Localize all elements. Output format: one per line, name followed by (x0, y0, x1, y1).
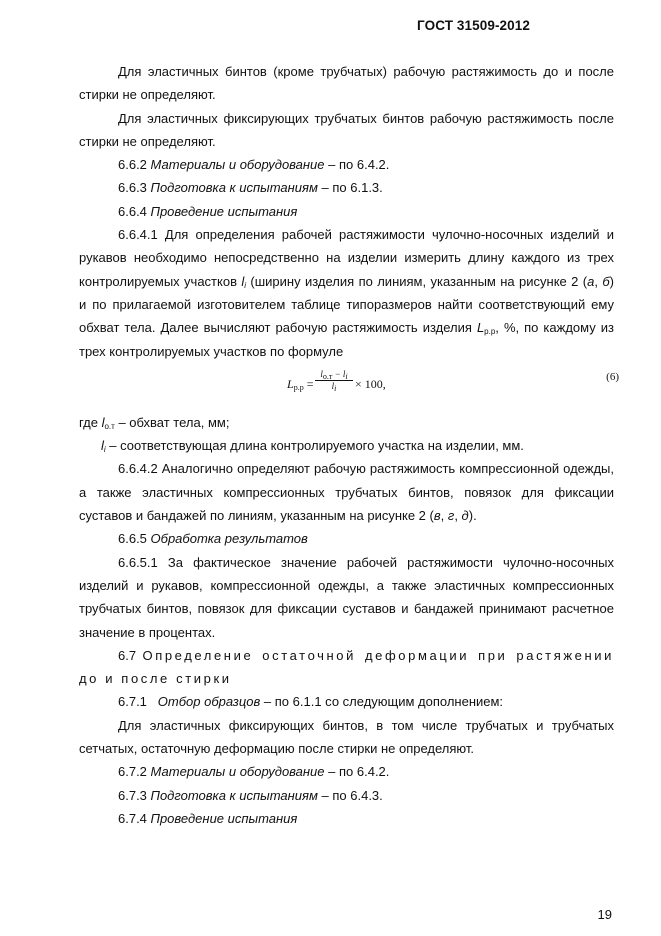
formula-denominator: $l_i$ (331, 380, 337, 393)
document-body (79, 60, 619, 830)
section-6-6-2: 6.6.2 Материалы и оборудование – по 6.4.2. (118, 157, 390, 173)
section-6-6-4-2: 6.6.4.2 Аналогично определяют рабочую растяжимость компрессионной одежды, а также эластичных компрессионных трубчатых бинтов, повязок для фиксации суставов и бандажей по линиям, указанным на рисунке 2 (в, г, д). (79, 461, 614, 524)
section-6-7-1: 6.7.1 Отбор образцов – по 6.1.1 со следующим дополнением: (118, 694, 504, 710)
section-6-7-4: 6.7.4 Проведение испытания (118, 810, 298, 826)
section-6-6-5-1: 6.6.5.1 За фактическое значение рабочей растяжимости чулочно-носочных изделий и рукавов, компрессионной одежды, а также эластичных компрессионных трубчатых бинтов, повязок для фиксации суставов и бандажей принимают расчетное значение в процентах. (79, 554, 614, 640)
formula-numerator: $l_{о.т} - l_i$ (315, 369, 353, 381)
section-6-7: 6.7 Определение остаточной деформации при растяжении до и после стирки (79, 647, 615, 687)
section-6-7-1-text: Для эластичных фиксирующих бинтов, в том числе трубчатых и трубчатых сетчатых, остаточную деформацию после стирки не определяют. (79, 717, 614, 757)
formula-lhs: $L_{р.р}$ = (287, 376, 314, 392)
formula-multiplier: × 100, (355, 376, 386, 391)
formula-number: (6) (606, 370, 619, 383)
standard-header: ГОСТ 31509-2012 (417, 18, 530, 33)
page-number: 19 (597, 907, 612, 922)
formula-fraction (315, 369, 353, 391)
section-6-7-2: 6.7.2 Материалы и оборудование – по 6.4.2. (118, 764, 390, 780)
where-li: $l_i$ – соответствующая длина контролируемого участка на изделии, мм. (101, 438, 524, 455)
paragraph-elastic-bandages: Для эластичных бинтов (кроме трубчатых) рабочую растяжимость до и после стирки не определяют. (79, 64, 614, 103)
section-6-6-4-1: 6.6.4.1 Для определения рабочей растяжимости чулочно-носочных изделий и рукавов необходимо непосредственно на изделии измерить длину каждого из трех контролируемых участков $l_i$ (ширину изделия по линиям, указанным на рисунке 2 (а, б) и по прилагаемой изготовителем таблице типоразмеров найти соответствующий ему обхват тела. Далее вычисляют рабочую растяжимость изделия $L_{р.р}$, %, по каждому из трех контролируемых участков по формуле (79, 227, 614, 359)
paragraph-fixing-tubular: Для эластичных фиксирующих трубчатых бинтов рабочую растяжимость после стирки не определяют. (79, 110, 614, 149)
section-6-6-3: 6.6.3 Подготовка к испытаниям – по 6.1.3. (118, 180, 383, 196)
section-6-6-5: 6.6.5 Обработка результатов (118, 531, 308, 547)
section-6-6-4: 6.6.4 Проведение испытания (118, 203, 298, 219)
where-clause: где $l_{о.т}$ – обхват тела, мм; (79, 414, 230, 431)
formula-6 (79, 363, 619, 411)
section-6-7-3: 6.7.3 Подготовка к испытаниям – по 6.4.3. (118, 787, 383, 803)
